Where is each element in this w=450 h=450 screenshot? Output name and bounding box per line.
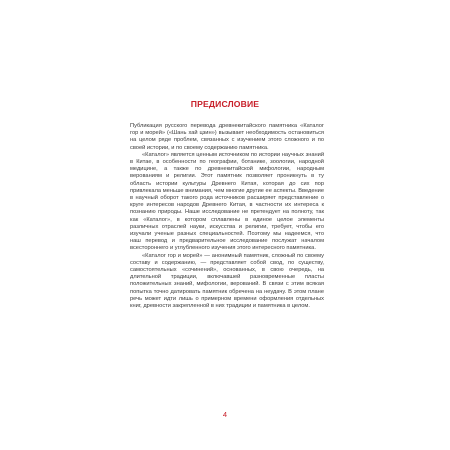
page-number: 4 xyxy=(222,410,228,419)
paragraph-catalog-composition: «Каталог гор и морей» — анонимный памятник, сложный по своему составу и содержанию, — представляет собой свод, по существу, самостоятельных «сочинений», основанных, в свою очередь, на длительной традиции, включавшей разновременные пласты положительных знаний, мифологии, верований. В связи с этим всякая попытка точно датировать памятник обречена на неудачу. В этом плане речь может идти лишь о примерном времени оформления отдельных книг, древности закрепленной в них традиции и памятника в целом. xyxy=(130,252,324,310)
page-heading: ПРЕДИСЛОВИЕ xyxy=(190,99,260,109)
body-text xyxy=(130,123,324,310)
paragraph-catalog-value: «Каталог» является ценным источником по истории научных знаний в Китае, в особенности по географии, ботанике, зоологии, народной медицине, а также по древнекитайской мифологии, народным верованиям и религии. Этот памятник позволяет проникнуть в ту область истории культуры Древнего Китая, которая до сих пор привлекала меньше внимания, чем многие другие ее аспекты. Введение в научный оборот такого рода источников расширяет представление о круге интересов народов Древнего Китая, в частности их интереса к познанию природы. Наше исследование не претендует на полноту, так как «Каталог», в котором сплавлены в единое целое элементы различных отраслей науки, искусства и религии, требует, чтобы его изучали ученые разных специальностей. Поэтому мы надеемся, что наш перевод и предварительное исследование послужат началом всестороннего и углубленного изучения этого интересного памятника. xyxy=(130,151,324,252)
paragraph-intro: Публикация русского перевода древнекитайского памятника «Каталог гор и морей» («Шань хай цзин») вызывает необходимость остановиться на целом ряде проблем, связанных с изучением этого сложного и по своей истории, и по своему содержанию памятника. xyxy=(130,123,324,151)
